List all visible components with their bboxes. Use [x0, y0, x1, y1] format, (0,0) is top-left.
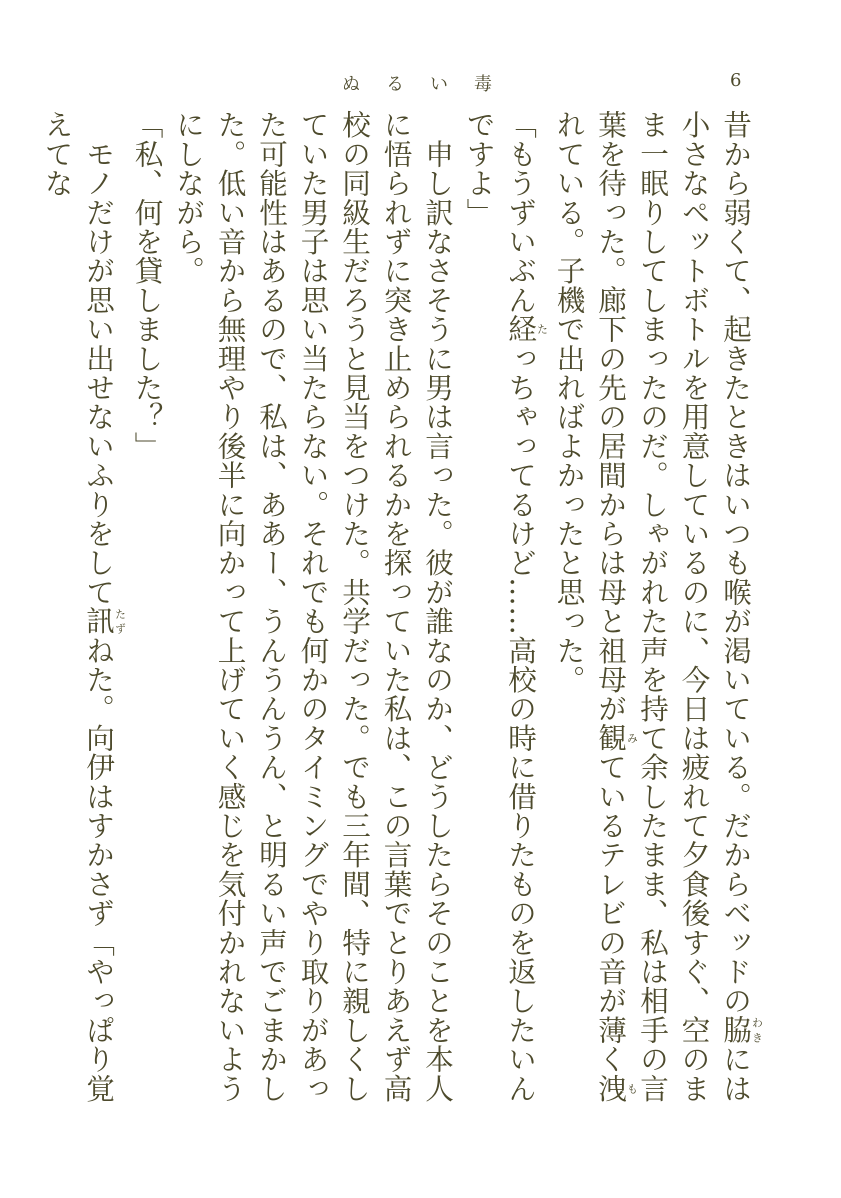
ruby-base: 洩	[594, 1073, 628, 1103]
text-run: 昔から弱くて、起きたときはいつも喉が渇いている。だからベッドの	[719, 110, 753, 1016]
ruby-reading: た	[535, 314, 549, 344]
text-run: れている。子機で出ればよかったと思った。	[552, 110, 587, 694]
text-run: っちゃってるけど……高校の時に借りたものを返したいんですよ」	[462, 110, 538, 1103]
vertical-body-text	[36, 110, 763, 1130]
text-run: 「もうずいぶん	[504, 110, 538, 315]
ruby-annotation	[719, 1015, 764, 1045]
ruby-base: 経	[504, 314, 538, 344]
page-number: 6	[730, 70, 742, 91]
text-run: 申し訳なさそうに男は言った。彼が誰なのか、どうしたらそのことを本人に悟られずに突き止められるかを探っていた私は、この言葉でとりあえず高校の同級生だろうと見当をつけた。共学だった。でも三年間、特に親しくしていた男子は思い当たらない。それでも何かのタイミングでやり取りがあった可能性はあるので、私は、ああー、うんうんうん、と明るい声でごまかした。低い音から無理やり後半に向かって上げていく感じを気付かれないようにしながら。	[172, 110, 455, 1103]
ruby-annotation	[594, 723, 639, 753]
ruby-reading: たず	[113, 606, 127, 636]
text-run: 「私、何を貸しました？」	[130, 110, 165, 461]
paragraph	[36, 110, 126, 1130]
text-run: モノだけが思い出せないふりをして	[82, 110, 116, 607]
running-header-title: ぬるい毒	[342, 74, 518, 95]
ruby-reading: み	[625, 723, 639, 753]
text-run: ねた。向伊はすかさず「やっぱり覚えてな	[40, 110, 116, 1103]
ruby-annotation	[594, 1073, 639, 1103]
ruby-annotation	[82, 606, 127, 636]
text-run: には小さなペットボトルを用意しているのに、今日は疲れて夕食後すぐ、空のまま一眠りしてしまったのだ。しゃがれた声を持て余したまま、私は相手の言葉を待った。廊下の先の居間からは母と祖母が	[594, 110, 753, 1103]
text-run: ているテレビの音が薄く	[594, 752, 628, 1074]
ruby-base: 訊	[82, 606, 116, 636]
ruby-base: 脇	[719, 1015, 753, 1045]
paragraph	[458, 110, 548, 1130]
paragraph	[548, 110, 763, 1130]
ruby-base: 観	[594, 723, 628, 753]
paragraph	[168, 110, 459, 1130]
ruby-reading: わき	[750, 1015, 764, 1045]
paragraph	[126, 110, 168, 1130]
ruby-annotation	[504, 314, 549, 344]
ruby-reading: も	[625, 1073, 639, 1103]
